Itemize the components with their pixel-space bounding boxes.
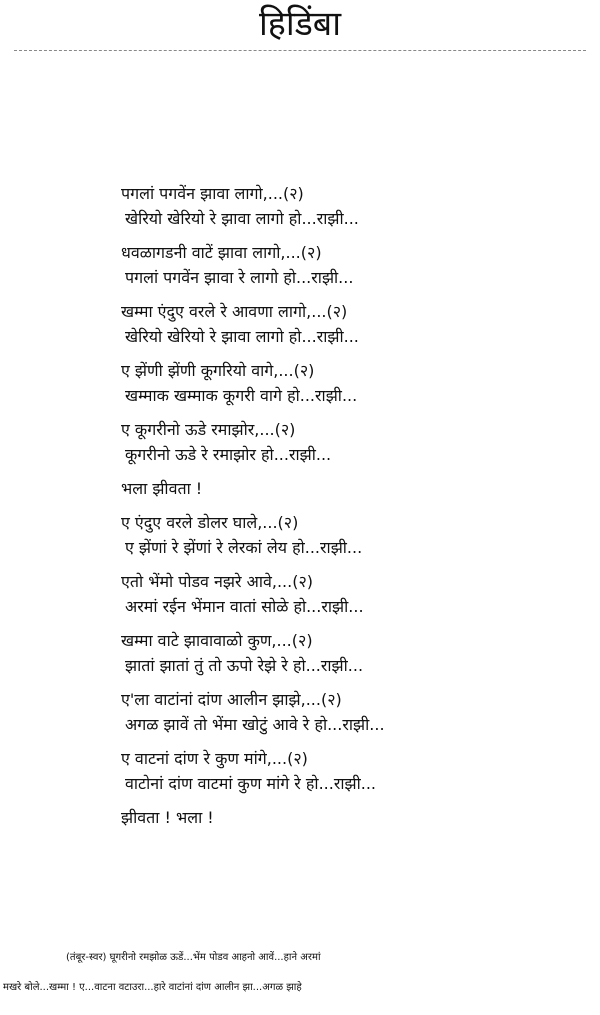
verse-line: खम्माक खम्माक कूगरी वागे हो...राझी... [125, 386, 358, 405]
verse-line: ए वाटनां दांण रे कुण मांगे,...(२) [121, 749, 308, 768]
verse-line: कूगरीनो ऊडे रे रमाझोर हो...राझी... [125, 445, 332, 464]
page-title: हिडिंबा [258, 4, 342, 44]
stanza [121, 358, 591, 408]
stanza [121, 687, 591, 737]
verse-line: खम्मा एंदुए वरले रे आवणा लागो,...(२) [121, 302, 348, 321]
verse-line: खेरियो खेरियो रे झावा लागो हो...राझी... [125, 327, 359, 346]
verse-line: वाटोनां दांण वाटमां कुण मांगे रे हो...राझी... [125, 774, 377, 793]
verse-line: पगलां पगवेंन झावा लागो,...(२) [121, 184, 304, 203]
refrain [121, 476, 591, 501]
closing-line: (तंबूर-स्वर) घूगरीनो रमझोळ ऊडें...भेंम पोडव आहनो आवें...हाने अरमां [66, 952, 321, 963]
verse-line: खम्मा वाटे झावावाळो कुण,...(२) [121, 631, 313, 650]
refrain-line: झीवता ! भला ! [121, 808, 214, 827]
stanza [121, 417, 591, 467]
stanza [121, 510, 591, 560]
closing-line: मखरे बोले...खम्मा ! ए...वाटना वटाउरा...हारे वाटांनां दांण आलीन झा...अगळ झाहे [3, 982, 302, 993]
stanza [121, 746, 591, 796]
verse-line: ए कूगरीनो ऊडे रमाझोर,...(२) [121, 420, 296, 439]
song-verses [121, 181, 591, 839]
verse-line: अगळ झावें तो भेंमा खोटुं आवे रे हो...राझी... [125, 715, 385, 734]
stanza [121, 628, 591, 678]
verse-line: ए झेंणां रे झेंणां रे लेरकां लेय हो...राझी... [125, 538, 363, 557]
verse-line: झातां झातां तुं तो ऊपो रेझे रे हो...राझी... [125, 656, 364, 675]
stanza [121, 569, 591, 619]
verse-line: एतो भेंमो पोडव नझरे आवे,...(२) [121, 572, 314, 591]
refrain-line: भला झीवता ! [121, 479, 203, 498]
refrain [121, 805, 591, 830]
verse-line: ए झेंणी झेंणी कूगरियो वागे,...(२) [121, 361, 315, 380]
stanza [121, 299, 591, 349]
verse-line: अरमां रईन भेंमान वातां सोळे हो...राझी... [125, 597, 364, 616]
verse-line: पगलां पगवेंन झावा रे लागो हो...राझी... [125, 268, 354, 287]
title-divider [14, 50, 586, 51]
verse-line: खेरियो खेरियो रे झावा लागो हो...राझी... [125, 209, 359, 228]
verse-line: ए एंदुए वरले डोलर घाले,...(२) [121, 513, 299, 532]
stanza [121, 240, 591, 290]
verse-line: धवळागडनी वाटें झावा लागो,...(२) [121, 243, 322, 262]
verse-line: ए'ला वाटांनां दांण आलीन झाझे,...(२) [121, 690, 342, 709]
stanza [121, 181, 591, 231]
closing-paragraph [0, 943, 600, 1003]
